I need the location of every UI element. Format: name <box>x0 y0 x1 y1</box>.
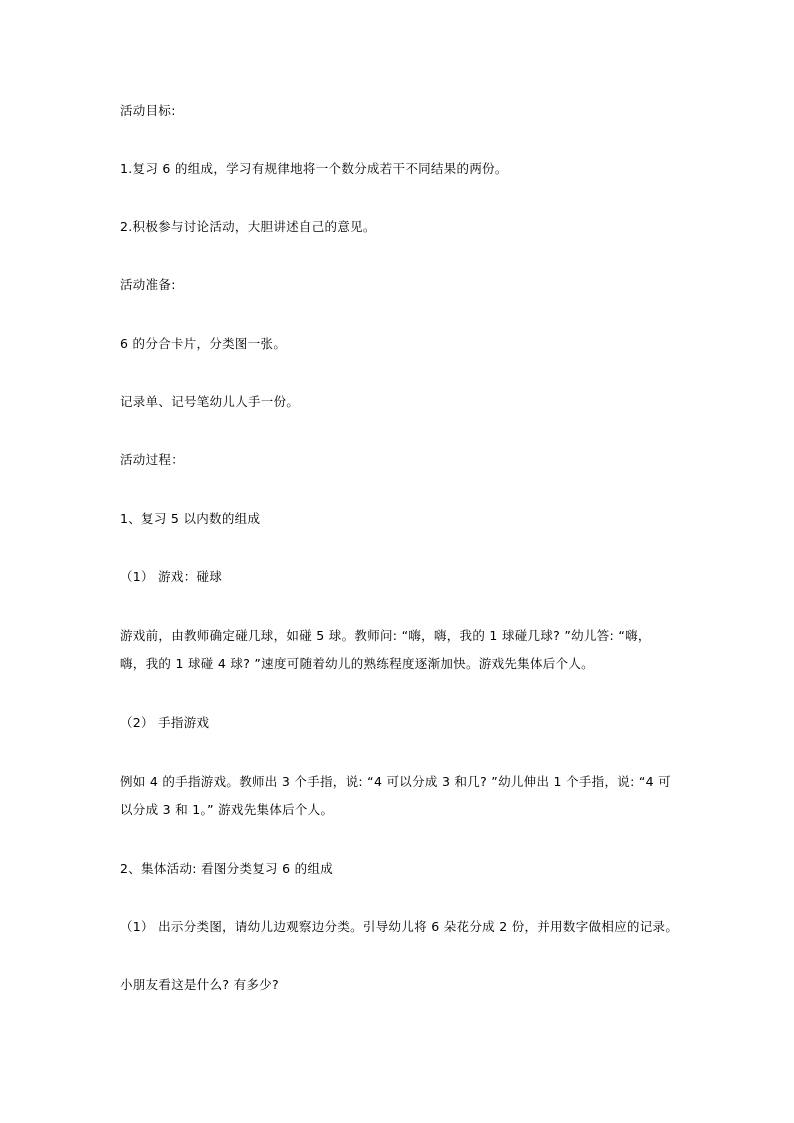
heading-activity-preparation: 活动准备: <box>120 277 176 292</box>
process-substep-game-ball: （1） 游戏：碰球 <box>120 569 223 584</box>
heading-activity-goals: 活动目标: <box>120 103 176 118</box>
finger-game-description: 例如 4 的手指游戏。教师出 3 个手指，说: “4 可以分成 3 和几? ”幼儿伸出 1 个手指，说: “4 可以分成 3 和 1。” 游戏先集体后个人。 <box>120 774 671 817</box>
process-substep-finger-game: （2） 手指游戏 <box>120 715 210 730</box>
ball-game-description: 游戏前，由教师确定碰几球，如碰 5 球。教师问: “嗨，嗨，我的 1 球碰几球? ”幼儿答: “嗨，嗨，我的 1 球碰 4 球? ”速度可随着幼儿的熟练程度逐渐加快。游戏先集体后个人。 <box>120 628 651 671</box>
goal-item-2: 2.积极参与讨论活动，大胆讲述自己的意见。 <box>120 219 376 234</box>
question-text: 小朋友看这是什么? 有多少? <box>120 977 279 992</box>
process-step-2: 2、集体活动: 看图分类复习 6 的组成 <box>120 861 334 876</box>
goal-item-1: 1.复习 6 的组成，学习有规律地将一个数分成若干不同结果的两份。 <box>120 161 508 176</box>
preparation-item-1: 6 的分合卡片，分类图一张。 <box>120 336 287 351</box>
process-step-1: 1、复习 5 以内数的组成 <box>120 511 261 526</box>
preparation-item-2: 记录单、记号笔幼儿人手一份。 <box>120 394 300 409</box>
heading-activity-process: 活动过程： <box>120 452 185 467</box>
process-substep-classify: （1） 出示分类图，请幼儿边观察边分类。引导幼儿将 6 朵花分成 2 份，并用数字做相应的记录。 <box>120 919 679 934</box>
